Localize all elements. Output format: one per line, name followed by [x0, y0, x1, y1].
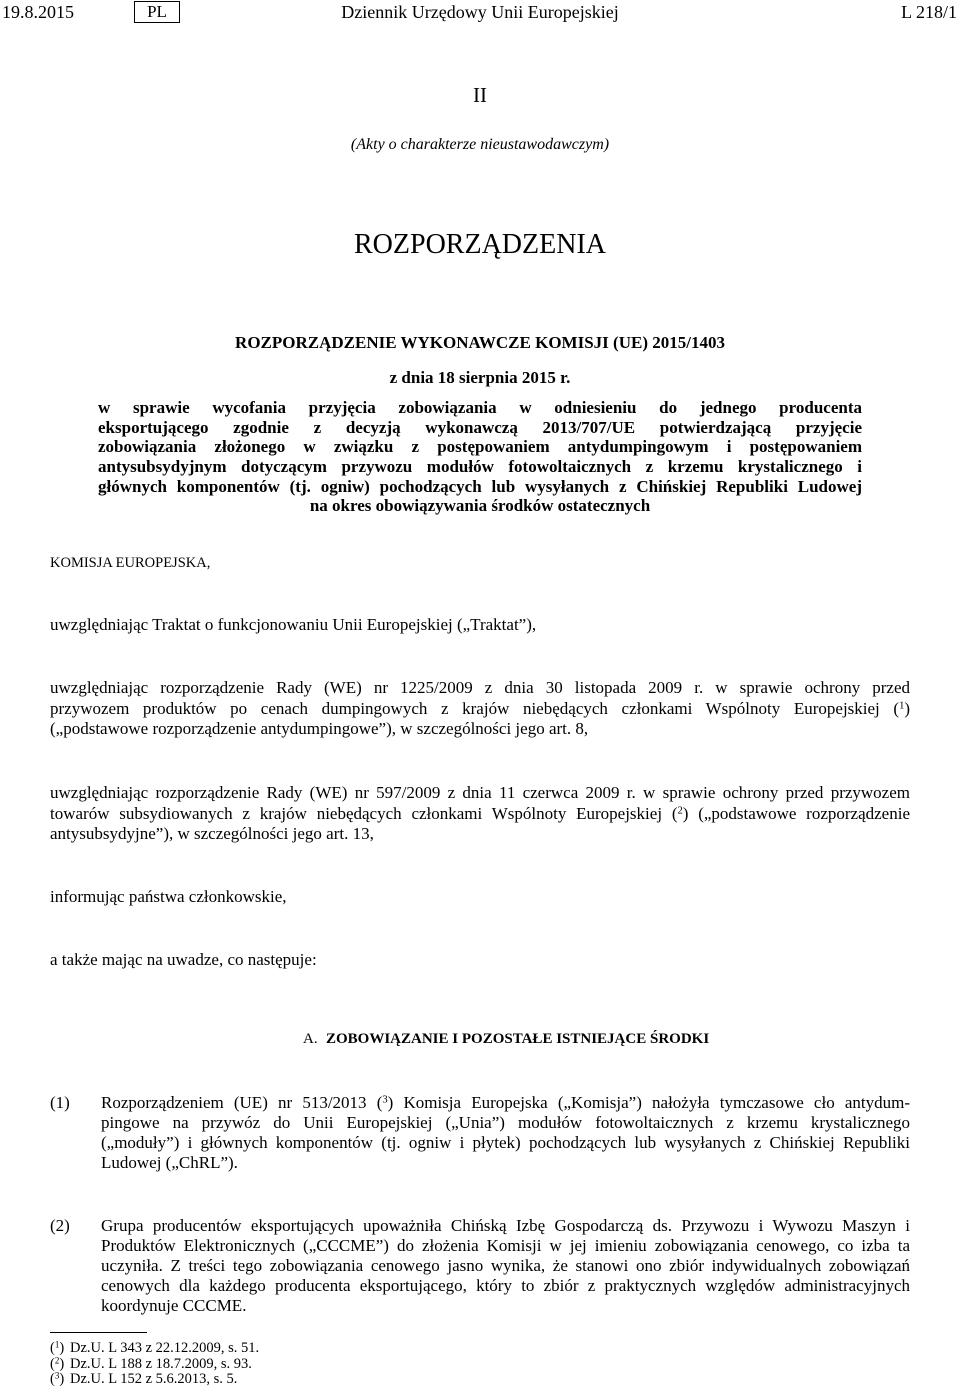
recital-line: Grupa producentów eksportujących upoważniła Chińską Izbę Gospodarczą ds. Przywozu i Wywozu Maszyn i [101, 1216, 910, 1235]
footnote-marker [50, 1372, 70, 1388]
citation-text: przywozem produktów po cenach dumpingowych z krajów niebędących członkami Wspólnoty Europejskiej ( [50, 698, 900, 718]
publication-date: 19.8.2015 [2, 2, 74, 22]
whereas-intro: a także mając na uwadze, co następuje: [50, 950, 317, 969]
citation-antidumping [50, 678, 910, 740]
citation-line: („podstawowe rozporządzenie antydumpingowe”), w szczególności jego art. 8, [50, 719, 589, 738]
act-date: z dnia 18 sierpnia 2015 r. [389, 368, 571, 387]
recital-line: Ludowej („ChRL”). [101, 1153, 238, 1172]
footnote-text: Dz.U. L 152 z 5.6.2013, s. 5. [70, 1371, 238, 1387]
footnote-paren: ) [59, 1355, 65, 1372]
citation-line [50, 804, 910, 825]
footnote-number: 1 [54, 1339, 60, 1350]
footnote-marker [50, 1341, 70, 1357]
footnote [50, 1357, 910, 1373]
footnote-number: 2 [54, 1355, 60, 1366]
part-number: II [473, 83, 487, 107]
act-subject-line: w sprawie wycofania przyjęcia zobowiązania w odniesieniu do jednego producenta [98, 398, 862, 418]
act-subject-line: zobowiązania złożonego w związku z postępowaniem antydumpingowym i postępowaniem [98, 437, 862, 457]
section-letter: A. [303, 1031, 318, 1047]
act-subject-line: głównych komponentów (tj. ogniw) pochodzących lub wysyłanych z Chińskiej Republiki Ludowej [98, 476, 862, 496]
recital-number: (2) [50, 1216, 70, 1235]
citation-text: ) [904, 698, 910, 718]
footnote [50, 1341, 910, 1357]
part-heading: ROZPORZĄDZENIA [354, 229, 606, 260]
part-subtitle: (Akty o charakterze nieustawodawczym) [350, 136, 610, 153]
recital [50, 1093, 910, 1173]
recital-line: („moduły”) i głównych komponentów (tj. ogniw i płytek) pochodzących lub wysyłanych z Chińskiej Republiki [101, 1133, 910, 1152]
footnote-ref: 3 [382, 1094, 388, 1106]
footnote-ref: 1 [899, 700, 905, 712]
footnote-paren: ( [50, 1340, 55, 1356]
citation-text: towarów subsydiowanych z krajów niebędących członkami Wspólnoty Europejskiej ( [50, 803, 678, 823]
citation-line: uwzględniając rozporządzenie Rady (WE) nr 597/2009 z dnia 11 czerwca 2009 r. w sprawie ochrony przed przywozem [50, 783, 910, 802]
footnote-number: 3 [54, 1370, 60, 1381]
recital [50, 1216, 910, 1316]
footnotes [50, 1341, 910, 1388]
act-subject-line: eksportującego zgodnie z decyzją wykonawczą 2013/707/UE potwierdzającą przyjęcie [98, 417, 862, 437]
footnote-ref: 2 [677, 805, 683, 817]
consultation-clause: informując państwa członkowskie, [50, 887, 287, 906]
citation-line: uwzględniając rozporządzenie Rady (WE) nr 1225/2009 z dnia 30 listopada 2009 r. w sprawie ochrony przed [50, 678, 910, 697]
citation-antisubsidy [50, 783, 910, 845]
act-title: ROZPORZĄDZENIE WYKONAWCZE KOMISJI (UE) 2015/1403 [235, 333, 725, 352]
recital-line [101, 1093, 910, 1113]
recital-number: (1) [50, 1093, 70, 1112]
footnote-paren: ( [50, 1355, 55, 1372]
footnote-separator [50, 1332, 147, 1333]
citation-line [50, 699, 910, 720]
citation-text: ) („podstawowe rozporządzenie [682, 803, 910, 823]
recital-line: cenowych dla każdego producenta eksportującego, który to zbiór z praktycznych względów administracyjnych [101, 1276, 910, 1295]
journal-name: Dziennik Urzędowy Unii Europejskiej [341, 2, 619, 22]
act-subject-line: na okres obowiązywania środków ostatecznych [309, 496, 651, 516]
citation-treaty: uwzględniając Traktat o funkcjonowaniu Unii Europejskiej („Traktat”), [50, 615, 537, 634]
recital-text [101, 1216, 910, 1316]
recital-line: koordynuje CCCME. [101, 1296, 247, 1315]
recital-line: uczyniła. Z treści tego zobowiązania cenowego jasno wynika, że stanowi ono zbiór indywidualnych zobowiązań [101, 1256, 910, 1275]
act-subject-line: antysubsydyjnym dotyczącym przywozu modułów fotowoltaicznych z krzemu krystalicznego i [98, 456, 862, 476]
footnote-paren: ) [59, 1340, 65, 1356]
recital-line: Produktów Elektronicznych („CCCME”) do złożenia Komisji w jej imieniu zobowiązania cenowego, co izba ta [101, 1236, 910, 1255]
recital-line: pingowe na przywóz do Unii Europejskiej („Unia”) modułów fotowoltaicznych z krzemu krystalicznego [101, 1113, 910, 1132]
language-code-badge: PL [134, 1, 180, 23]
footnote-text: Dz.U. L 188 z 18.7.2009, s. 93. [70, 1355, 252, 1372]
recital-text [101, 1093, 910, 1173]
footnote-marker [50, 1357, 70, 1373]
page-reference: L 218/1 [901, 2, 957, 22]
footnote-paren: ( [50, 1371, 55, 1387]
section-title: ZOBOWIĄZANIE I POZOSTAŁE ISTNIEJĄCE ŚRODKI [326, 1031, 710, 1047]
recital-text-segment: Rozporządzeniem (UE) nr 513/2013 ( [101, 1093, 383, 1112]
footnote-paren: ) [59, 1371, 65, 1387]
recital-text-segment: ) Komisja Europejska („Komisja”) nałożyła tymczasowe cło antydum- [387, 1093, 911, 1112]
footnote-text: Dz.U. L 343 z 22.12.2009, s. 51. [70, 1340, 260, 1356]
act-subject [98, 398, 862, 516]
institution-name: KOMISJA EUROPEJSKA, [50, 555, 211, 571]
citation-line: antysubsydyjne”), w szczególności jego art. 13, [50, 824, 374, 843]
footnote [50, 1372, 910, 1388]
